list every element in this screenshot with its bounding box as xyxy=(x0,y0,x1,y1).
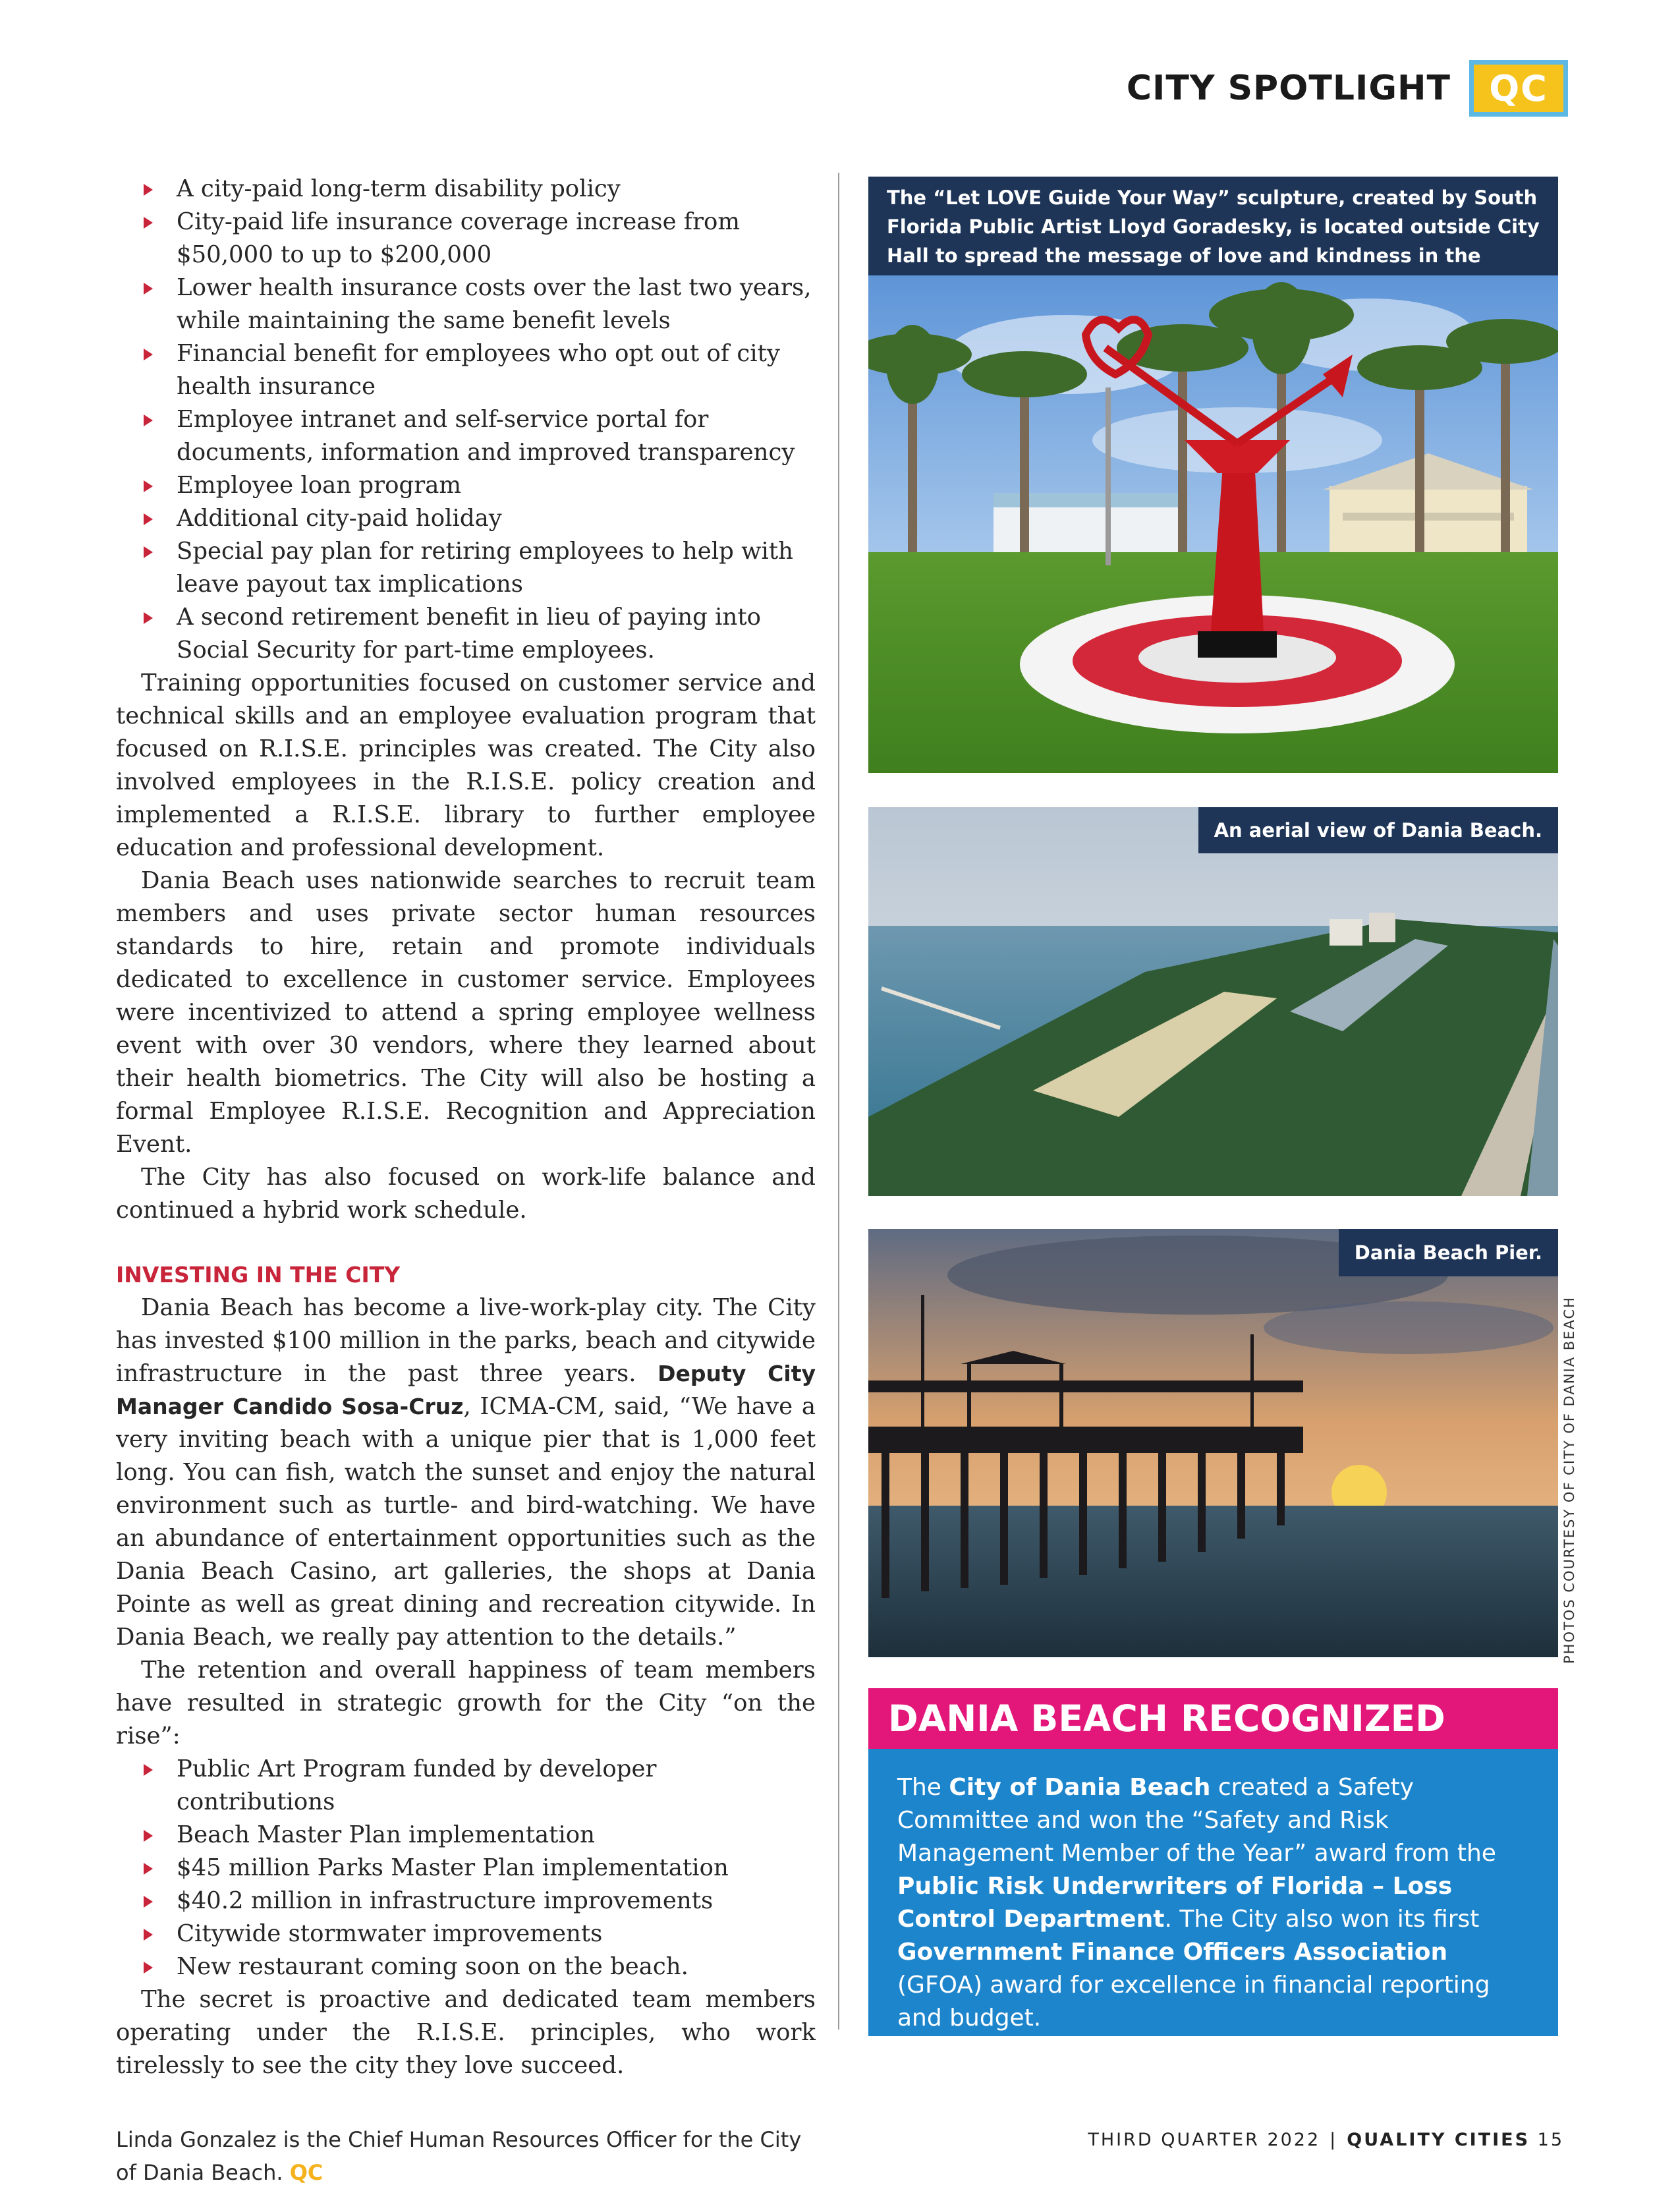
bullet-triangle-icon xyxy=(144,217,153,229)
bullet-triangle-icon xyxy=(144,349,153,360)
bullet-triangle-icon xyxy=(144,1929,153,1941)
recognized-title: DANIA BEACH RECOGNIZED xyxy=(868,1688,1558,1749)
list-item: $40.2 million in infrastructure improvements xyxy=(116,1885,816,1918)
list-item: A city-paid long-term disability policy xyxy=(116,173,816,206)
aerial-photo xyxy=(868,807,1558,1196)
pier-photo xyxy=(868,1229,1558,1657)
recognized-body: The City of Dania Beach created a Safety Committee and won the “Safety and Risk Management Member of the Year” award from the Public Risk Underwriters of Florida – Loss Control Department. The City also won its first Government Finance Officers Association (GFOA) award for excellence in financial reporting and budget. xyxy=(868,1749,1558,2036)
list-item: Employee intranet and self-service portal for documents, information and improved transparency xyxy=(116,403,816,469)
bullet-triangle-icon xyxy=(144,546,153,558)
page-header xyxy=(1127,58,1568,119)
paragraph-secret: The secret is proactive and dedicated team members operating under the R.I.S.E. principles, who work tirelessly to see the city they love succeed. xyxy=(116,1986,816,2079)
list-item: Lower health insurance costs over the last two years, while maintaining the same benefit levels xyxy=(116,271,816,337)
article-column xyxy=(116,173,816,2189)
section-heading: INVESTING IN THE CITY xyxy=(116,1262,401,1288)
sculpture-photo xyxy=(868,275,1558,773)
list-item: Employee loan program xyxy=(116,469,816,502)
author-bio: Linda Gonzalez is the Chief Human Resources Officer for the City of Dania Beach. QC xyxy=(116,2127,802,2185)
page-number: 15 xyxy=(1537,2130,1564,2150)
end-mark: QC xyxy=(289,2160,323,2185)
bullet-triangle-icon xyxy=(144,480,153,492)
column-divider xyxy=(838,173,839,2030)
paragraph-recruitment: Dania Beach uses nationwide searches to recruit team members and uses private sector human resources standards to hire, retain and promote individuals dedicated to excellence in customer service. Employees were incentivized to attend a spring employee wellness event with over 30 vendors, where they learned about their health biometrics. The City will also be hosting a formal Employee R.I.S.E. Recognition and Appreciation Event. xyxy=(116,867,816,1158)
qc-logo: QC xyxy=(1469,60,1568,117)
list-item: Special pay plan for retiring employees to help with leave payout tax implications xyxy=(116,535,816,601)
list-item: City-paid life insurance coverage increase from $50,000 to up to $200,000 xyxy=(116,206,816,271)
bullet-triangle-icon xyxy=(144,283,153,295)
aerial-caption: An aerial view of Dania Beach. xyxy=(1198,807,1558,853)
growth-list xyxy=(116,1753,816,1983)
list-item: Beach Master Plan implementation xyxy=(116,1819,816,1852)
list-item: New restaurant coming soon on the beach. xyxy=(116,1950,816,1983)
paragraph-training: Training opportunities focused on customer service and technical skills and an employee evaluation program that focused on R.I.S.E. principles was created. The City also involved employees in the R.I.S.E. policy creation and implemented a R.I.S.E. library to further employee education and professional development. xyxy=(116,669,816,861)
bullet-triangle-icon xyxy=(144,513,153,525)
bullet-triangle-icon xyxy=(144,612,153,624)
photo-credit: PHOTOS COURTESY OF CITY OF DANIA BEACH xyxy=(1561,1296,1577,1664)
paragraph-retention: The retention and overall happiness of team members have resulted in strategic growth for the City “on the rise”: xyxy=(116,1657,816,1749)
quote-speaker: Deputy City Manager Candido Sosa-Cruz xyxy=(116,1361,816,1419)
section-title: CITY SPOTLIGHT xyxy=(1126,69,1451,108)
issue-label: THIRD QUARTER 2022 xyxy=(1088,2130,1321,2150)
list-item: A second retirement benefit in lieu of paying into Social Security for part-time employees. xyxy=(116,601,816,667)
magazine-name: QUALITY CITIES xyxy=(1347,2130,1530,2150)
bullet-triangle-icon xyxy=(144,414,153,426)
bullet-triangle-icon xyxy=(144,1896,153,1908)
sculpture-caption: The “Let LOVE Guide Your Way” sculpture, created by South Florida Public Artist Lloyd Goradesky, is located outside City Hall to spread the message of love and kindness in the xyxy=(868,177,1558,275)
bullet-triangle-icon xyxy=(144,184,153,196)
page-footer xyxy=(1088,2130,1564,2150)
paragraph-work-life: The City has also focused on work-life balance and continued a hybrid work schedule. xyxy=(116,1164,816,1224)
benefits-list xyxy=(116,173,816,667)
bullet-triangle-icon xyxy=(144,1830,153,1842)
bullet-triangle-icon xyxy=(144,1764,153,1776)
pier-caption: Dania Beach Pier. xyxy=(1339,1229,1558,1276)
bullet-triangle-icon xyxy=(144,1863,153,1875)
bullet-triangle-icon xyxy=(144,1962,153,1974)
footer-separator: | xyxy=(1330,2130,1338,2150)
list-item: Public Art Program funded by developer contributions xyxy=(116,1753,816,1819)
list-item: Additional city-paid holiday xyxy=(116,502,816,535)
paragraph-investing: Dania Beach has become a live-work-play city. The City has invested $100 million in the parks, beach and citywide infrastructure in the past three years. Deputy City Manager Candido Sosa-Cruz, ICMA-CM, said, “We have a very inviting beach with a unique pier that is 1,000 feet long. You can fish, watch the sunset and enjoy the natural environment such as turtle- and bird-watching. We have an abundance of entertainment opportunities such as the Dania Beach Casino, art galleries, the shops at Dania Pointe as well as great dining and recreation citywide. In Dania Beach, we really pay attention to the details.” xyxy=(116,1294,816,1651)
list-item: Citywide stormwater improvements xyxy=(116,1918,816,1950)
list-item: $45 million Parks Master Plan implementation xyxy=(116,1852,816,1885)
list-item: Financial benefit for employees who opt out of city health insurance xyxy=(116,337,816,403)
